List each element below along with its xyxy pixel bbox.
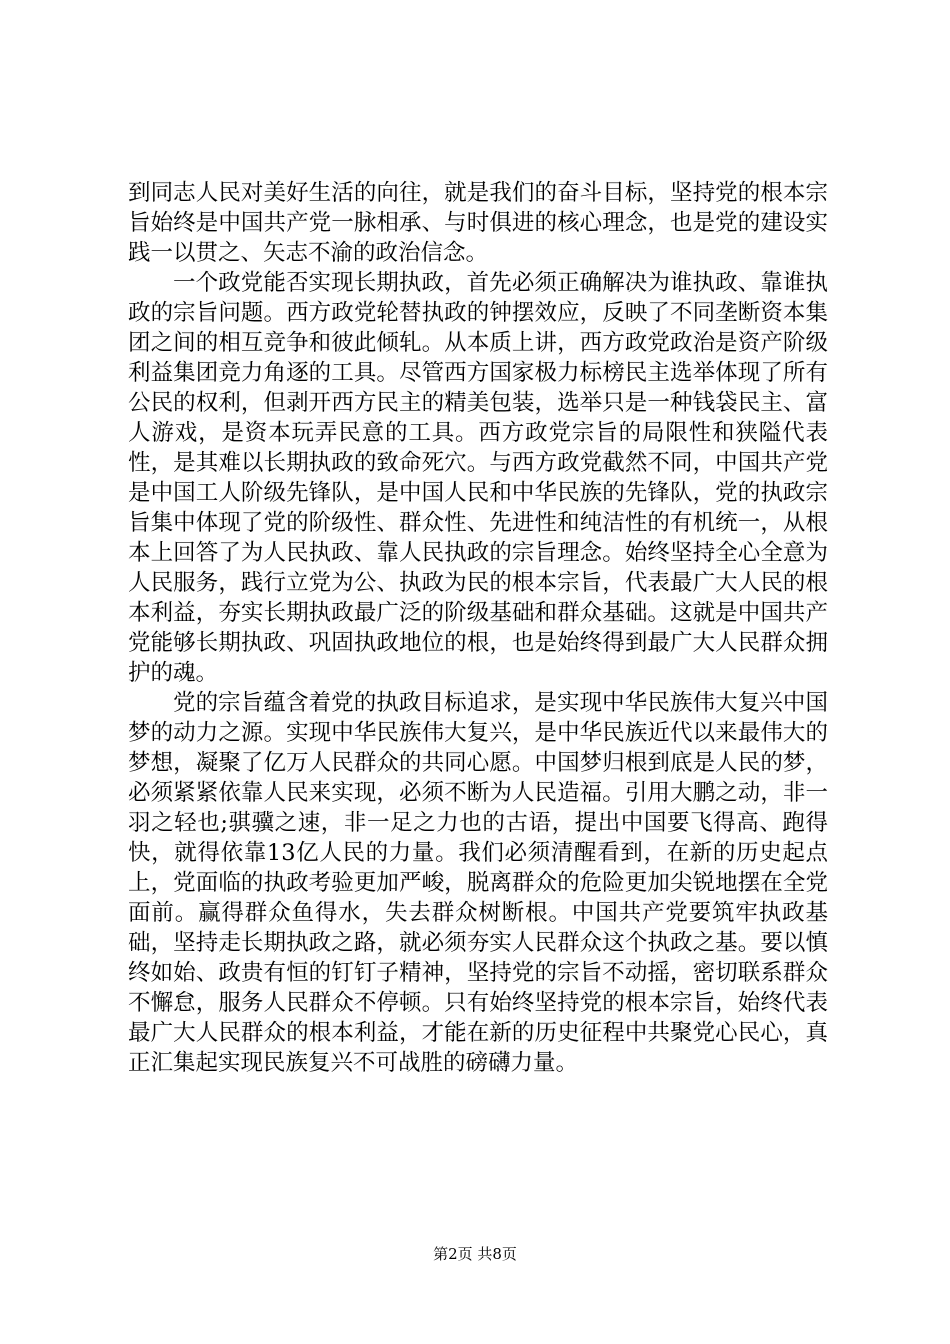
document-body: [128, 178, 828, 1078]
page-number-footer: 第2页 共8页: [433, 1245, 517, 1263]
paragraph-2: 一个政党能否实现长期执政，首先必须正确解决为谁执政、靠谁执政的宗旨问题。西方政党轮替执政的钟摆效应，反映了不同垄断资本集团之间的相互竞争和彼此倾轧。从本质上讲，西方政党政治是资产阶级利益集团竞力角逐的工具。尽管西方国家极力标榜民主选举体现了所有公民的权利，但剥开西方民主的精美包装，选举只是一种钱袋民主、富人游戏，是资本玩弄民意的工具。西方政党宗旨的局限性和狭隘代表性，是其难以长期执政的致命死穴。与西方政党截然不同，中国共产党是中国工人阶级先锋队，是中国人民和中华民族的先锋队，党的执政宗旨集中体现了党的阶级性、群众性、先进性和纯洁性的有机统一，从根本上回答了为人民执政、靠人民执政的宗旨理念。始终坚持全心全意为人民服务，践行立党为公、执政为民的根本宗旨，代表最广大人民的根本利益，夯实长期执政最广泛的阶级基础和群众基础。这就是中国共产党能够长期执政、巩固执政地位的根，也是始终得到最广大人民群众拥护的魂。: [128, 270, 828, 686]
paragraph-1: 到同志人民对美好生活的向往，就是我们的奋斗目标，坚持党的根本宗旨始终是中国共产党一脉相承、与时俱进的核心理念，也是党的建设实践一以贯之、矢志不渝的政治信念。: [128, 180, 828, 266]
paragraph-3: 党的宗旨蕴含着党的执政目标追求，是实现中华民族伟大复兴中国梦的动力之源。实现中华民族伟大复兴，是中华民族近代以来最伟大的梦想，凝聚了亿万人民群众的共同心愿。中国梦归根到底是人民的梦，必须紧紧依靠人民来实现，必须不断为人民造福。引用大鹏之动，非一羽之轻也;骐骥之速，非一足之力也的古语，提出中国要飞得高、跑得快，就得依靠13亿人民的力量。我们必须清醒看到，在新的历史起点上，党面临的执政考验更加严峻，脱离群众的危险更加尖锐地摆在全党面前。赢得群众鱼得水，失去群众树断根。中国共产党要筑牢执政基础，坚持走长期执政之路，就必须夯实人民群众这个执政之基。要以慎终如始、政贵有恒的钉钉子精神，坚持党的宗旨不动摇，密切联系群众不懈怠，服务人民群众不停顿。只有始终坚持党的根本宗旨，始终代表最广大人民群众的根本利益，才能在新的历史征程中共聚党心民心，真正汇集起实现民族复兴不可战胜的磅礴力量。: [128, 690, 828, 1076]
